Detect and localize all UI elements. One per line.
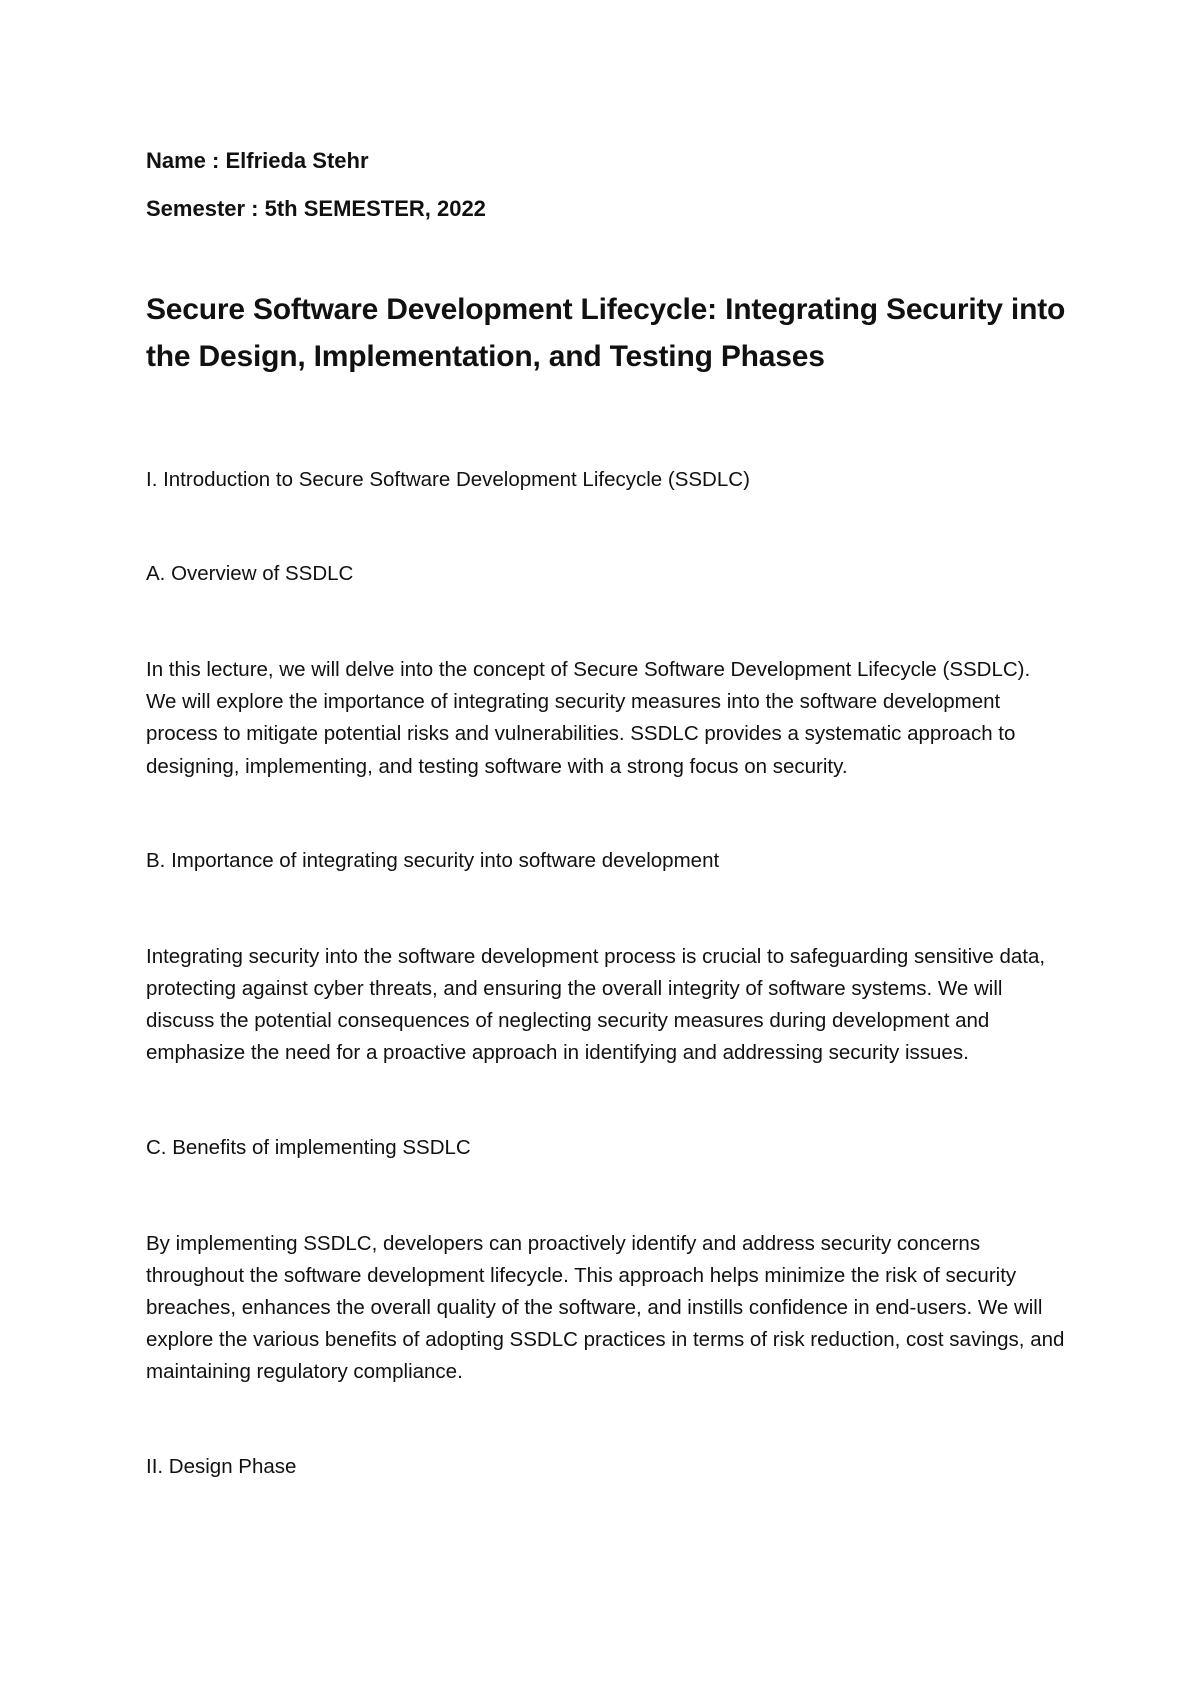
semester-info: Semester : 5th SEMESTER, 2022 [146,196,486,221]
section-heading-design-phase: II. Design Phase [146,1454,297,1478]
subheading-importance: B. Importance of integrating security into software development [146,848,720,872]
section-heading-introduction: I. Introduction to Secure Software Development Lifecycle (SSDLC) [146,468,750,491]
document-title: Secure Software Development Lifecycle: Integrating Security into the Design, Implementation, and Testing Phases [146,293,1066,373]
paragraph-benefits: By implementing SSDLC, developers can proactively identify and address security concerns throughout the software development lifecycle. This approach helps minimize the risk of security breaches, enhances the overall quality of the software, and instills confidence in end-users. We will explore the various benefits of adopting SSDLC practices in terms of risk reduction, cost savings, and maintaining regulatory compliance. [146,1231,1065,1384]
student-name: Name : Elfrieda Stehr [146,148,369,173]
subheading-overview: A. Overview of SSDLC [146,562,354,585]
document-body [146,146,1066,1483]
paragraph-importance: Integrating security into the software development process is crucial to safeguarding sensitive data, protecting against cyber threats, and ensuring the overall integrity of software systems. We will discuss the potential consequences of neglecting security measures during development and emphasize the need for a proactive approach in identifying and addressing security issues. [146,944,1046,1065]
subheading-benefits: C. Benefits of implementing SSDLC [146,1135,471,1159]
paragraph-overview: In this lecture, we will delve into the concept of Secure Software Development Lifecycle (SSDLC). We will explore the importance of integrating security measures into the software development process to mitigate potential risks and vulnerabilities. SSDLC provides a systematic approach to designing, implementing, and testing software with a strong focus on security. [146,658,1031,778]
